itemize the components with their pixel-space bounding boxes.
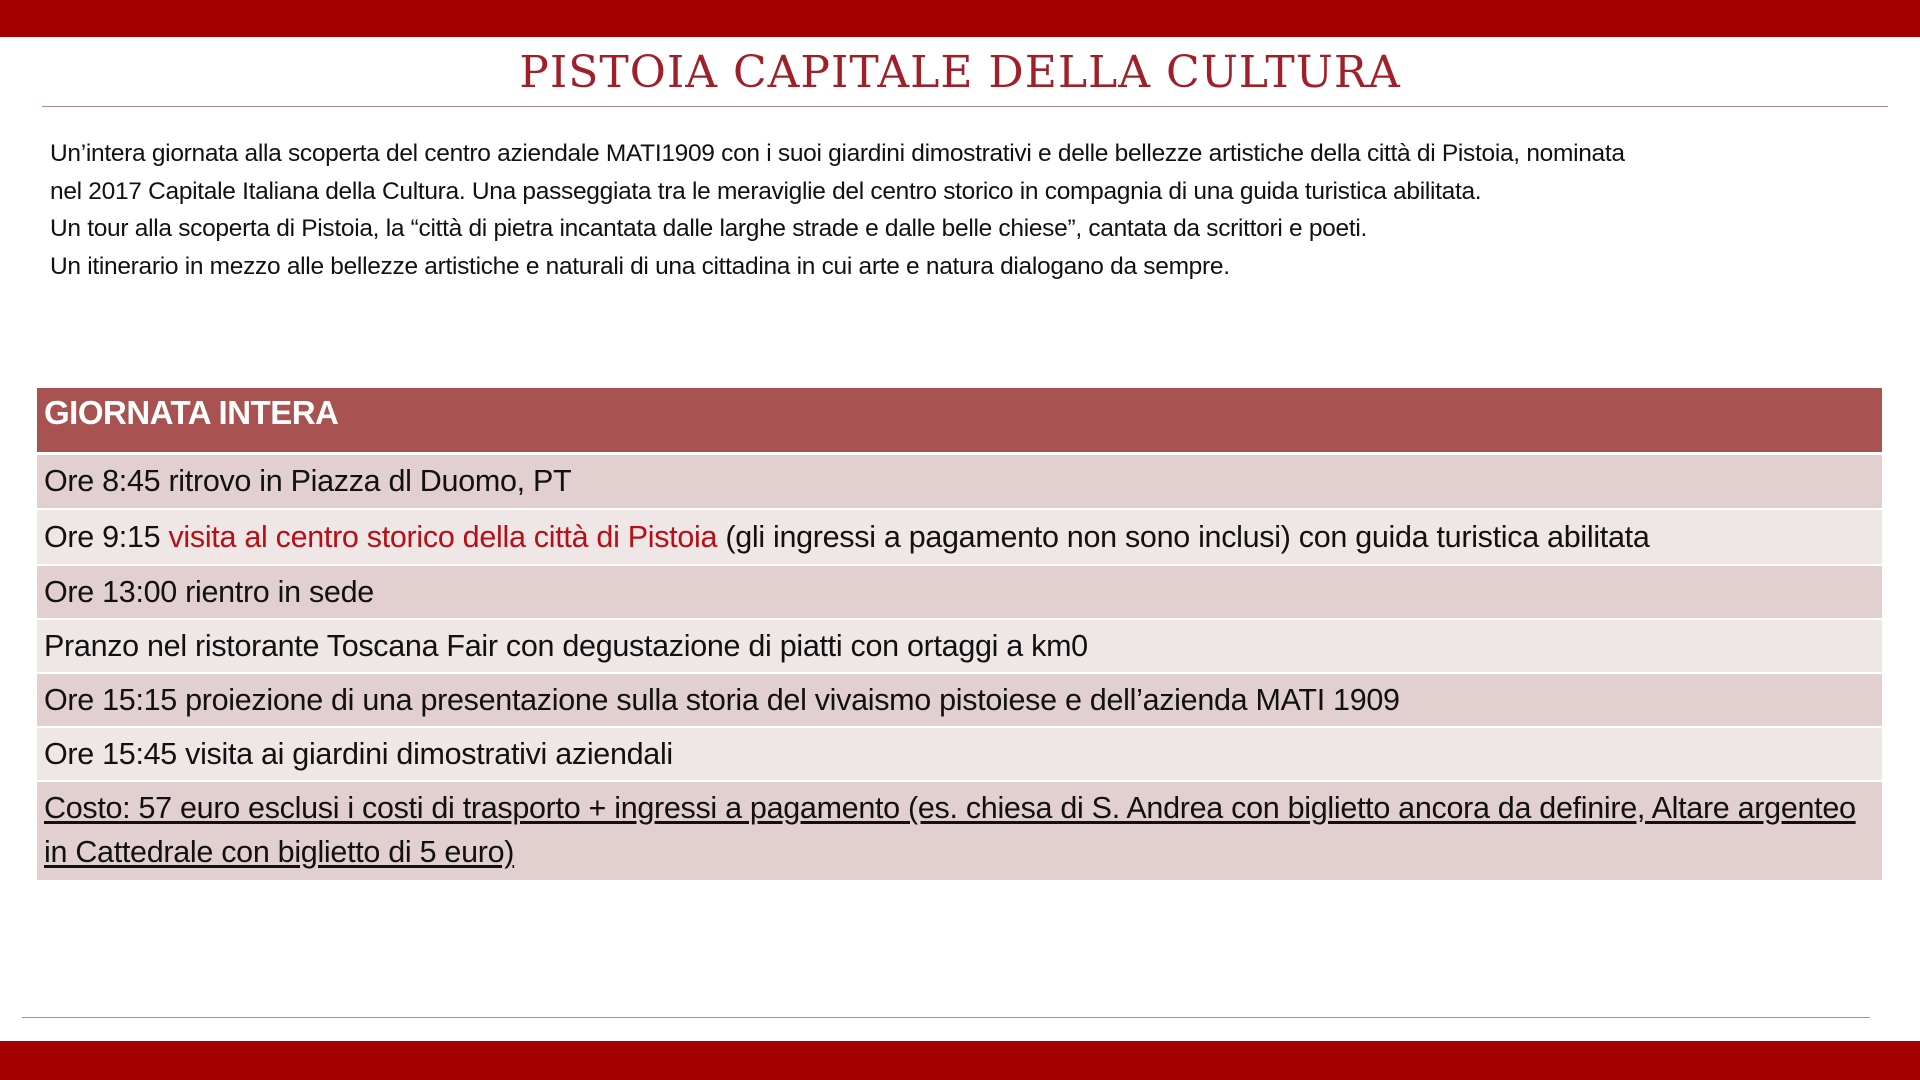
schedule-row-lunch	[37, 620, 1882, 672]
schedule-row-text: Pranzo nel ristorante Toscana Fair con degustazione di piatti con ortaggi a km0	[44, 628, 1088, 663]
schedule-row-gardens	[37, 728, 1882, 780]
schedule-header: GIORNATA INTERA	[37, 388, 1882, 452]
schedule-row-meeting	[37, 455, 1882, 508]
intro-line-2: nel 2017 Capitale Italiana della Cultura. Una passeggiata tra le meraviglie del centro storico in compagnia di una guida turistica abilitata.	[50, 177, 1482, 205]
page-title: PISTOIA CAPITALE DELLA CULTURA	[519, 47, 1401, 98]
schedule-row-presentation	[37, 674, 1882, 726]
intro-line-1: Un’intera giornata alla scoperta del centro aziendale MATI1909 con i suoi giardini dimostrativi e delle bellezze artistiche della città di Pistoia, nominata	[50, 140, 1625, 167]
schedule-row-suffix: (gli ingressi a pagamento non sono inclusi) con guida turistica abilitata	[717, 519, 1650, 554]
intro-text	[50, 135, 1910, 285]
schedule-row-city-tour	[37, 510, 1882, 564]
footer-divider	[22, 1017, 1870, 1018]
schedule-row-return	[37, 566, 1882, 618]
title-divider	[42, 106, 1888, 107]
bottom-accent-bar	[0, 1041, 1920, 1080]
schedule-row-text: Ore 8:45 ritrovo in Piazza dl Duomo, PT	[44, 464, 572, 498]
schedule-row-text: Ore 15:45 visita ai giardini dimostrativi aziendali	[44, 736, 673, 771]
cost-text: Costo: 57 euro esclusi i costi di trasporto + ingressi a pagamento (es. chiesa di S. Andrea con biglietto ancora da definire, Altare argenteo in Cattedrale con biglietto di 5 euro)	[44, 791, 1856, 869]
schedule-row-text: Ore 13:00 rientro in sede	[44, 574, 374, 609]
top-accent-bar	[0, 0, 1920, 37]
intro-line-4: Un itinerario in mezzo alle bellezze artistiche e naturali di una cittadina in cui arte e natura dialogano da sempre.	[50, 252, 1230, 280]
schedule-row-cost	[37, 782, 1882, 880]
schedule-row-prefix: Ore 9:15	[44, 519, 169, 554]
schedule-table	[37, 388, 1882, 880]
intro-line-3: Un tour alla scoperta di Pistoia, la “città di pietra incantata dalle larghe strade e dalle belle chiese”, cantata da scrittori e poeti.	[50, 215, 1367, 242]
schedule-row-highlight: visita al centro storico della città di Pistoia	[168, 519, 718, 554]
schedule-row-text: Ore 15:15 proiezione di una presentazione sulla storia del vivaismo pistoiese e dell’azienda MATI 1909	[44, 682, 1400, 717]
